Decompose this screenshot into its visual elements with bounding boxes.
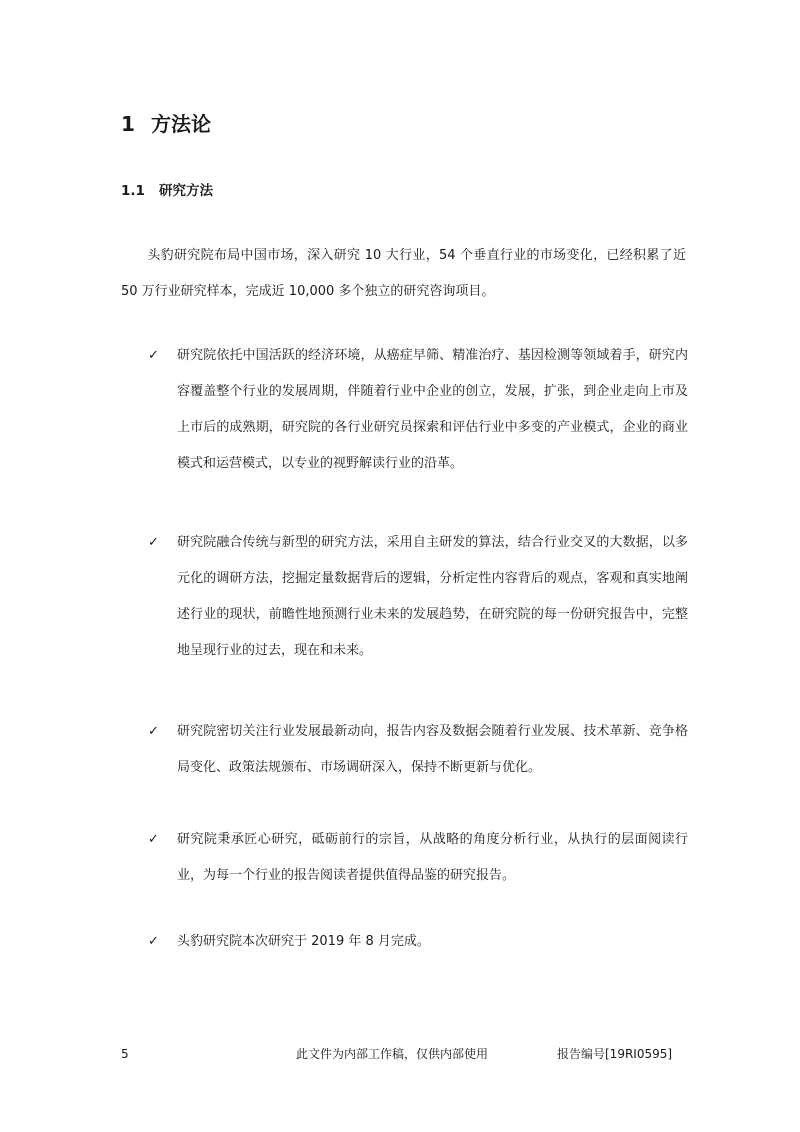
bullet-item bbox=[148, 714, 688, 786]
check-icon: ✓ bbox=[148, 724, 159, 739]
subsection-number: 1.1 bbox=[121, 183, 145, 199]
page-number: 5 bbox=[121, 1047, 129, 1061]
bullet-item bbox=[148, 338, 688, 482]
bullet-text: 研究院秉承匠心研究，砥砺前行的宗旨，从战略的角度分析行业，从执行的层面阅读行业，为每一个行业的报告阅读者提供值得品鉴的研究报告。 bbox=[177, 832, 688, 883]
check-icon: ✓ bbox=[148, 934, 159, 949]
intro-paragraph bbox=[121, 238, 686, 310]
subsection-heading bbox=[121, 180, 213, 202]
bullet-item bbox=[148, 525, 688, 669]
section-title: 方法论 bbox=[151, 112, 211, 136]
check-icon: ✓ bbox=[148, 348, 159, 363]
bullet-text: 研究院融合传统与新型的研究方法，采用自主研发的算法，结合行业交叉的大数据，以多元化的调研方法，挖掘定量数据背后的逻辑，分析定性内容背后的观点，客观和真实地阐述行业的现状，前瞻性地预测行业未来的发展趋势，在研究院的每一份研究报告中，完整地呈现行业的过去，现在和未来。 bbox=[177, 535, 688, 658]
bullet-text: 头豹研究院本次研究于 2019 年 8 月完成。 bbox=[177, 934, 430, 949]
bullet-text: 研究院密切关注行业发展最新动向，报告内容及数据会随着行业发展、技术革新、竞争格局变化、政策法规颁布、市场调研深入，保持不断更新与优化。 bbox=[177, 724, 688, 775]
report-id: 报告编号[19RI0595] bbox=[557, 1047, 673, 1061]
bullet-text: 研究院依托中国活跃的经济环境，从癌症早筛、精准治疗、基因检测等领域着手，研究内容覆盖整个行业的发展周期，伴随着行业中企业的创立，发展，扩张，到企业走向上市及上市后的成熟期，研究院的各行业研究员探索和评估行业中多变的产业模式，企业的商业模式和运营模式，以专业的视野解读行业的沿革。 bbox=[177, 348, 688, 471]
intro-text: 头豹研究院布局中国市场，深入研究 10 大行业，54 个垂直行业的市场变化，已经积累了近 50 万行业研究样本，完成近 10,000 多个独立的研究咨询项目。 bbox=[121, 248, 686, 299]
section-number: 1 bbox=[121, 112, 135, 136]
bullet-item bbox=[148, 822, 688, 894]
bullet-item bbox=[148, 924, 688, 960]
confidential-notice: 此文件为内部工作稿，仅供内部使用 bbox=[296, 1047, 489, 1061]
section-heading bbox=[121, 108, 211, 140]
check-icon: ✓ bbox=[148, 832, 159, 847]
check-icon: ✓ bbox=[148, 535, 159, 550]
subsection-title: 研究方法 bbox=[159, 183, 213, 199]
